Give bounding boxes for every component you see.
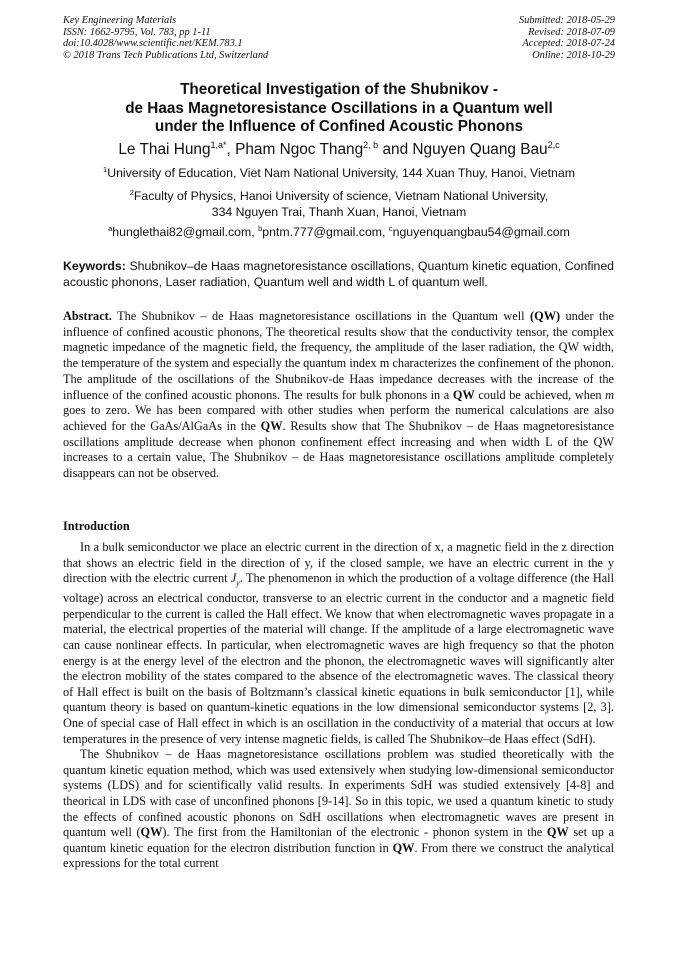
author-separator-1: , — [226, 141, 236, 158]
author-separator-2: and — [378, 141, 413, 158]
keywords-label: Keywords: — [63, 259, 126, 273]
author-1: Le Thai Hung — [118, 141, 211, 158]
author-2-affil: 2, b — [363, 140, 379, 150]
introduction-paragraph-2 — [63, 747, 614, 872]
intro-p2-text-d: . From there we construct the analytical expressions for the total current — [63, 840, 614, 871]
introduction-body — [63, 540, 614, 872]
abstract-label: Abstract. — [63, 309, 112, 323]
introduction-paragraph-1 — [63, 540, 614, 747]
email-a: hunglethai82@gmail.com, — [112, 225, 259, 239]
author-3: Nguyen Quang Bau — [412, 141, 548, 158]
current-subscript: y — [236, 578, 240, 588]
email-b-marker: b — [258, 224, 263, 233]
abstract-text-1: The Shubnikov – de Haas magnetoresistance oscillations in the Quantum well — [111, 309, 531, 323]
abstract-qw-2: QW — [452, 387, 475, 402]
abstract-qw-1: (QW) — [530, 309, 561, 323]
intro-p2-text-b: ). The first from the Hamiltonian of the electronic - phonon system in the — [162, 825, 547, 840]
affiliation-2-marker: 2 — [129, 188, 134, 197]
intro-p2-text-a: The Shubnikov – de Haas magnetoresistance oscillations problem was studied theoretically with the quantum kinetic equation method, which was used extensively when studying low-dimensional semiconductor systems (LDS) and for scientifically valid results. In experiments SdH was studied extensively [4-8] and theorical in LDS with case of unconfined phonons [9-14]. So in this topic, we used a quantum kinetic to study the effects of confined acoustic phonons on SdH oscillations when electromagnetic waves are present in quantum well ( — [63, 747, 614, 840]
author-2: Pham Ngoc Thang — [235, 141, 364, 158]
journal-header-left — [63, 15, 268, 61]
affiliation-2 — [40, 189, 638, 220]
affiliation-2-line-2: 334 Nguyen Trai, Thanh Xuan, Hanoi, Vietnam — [211, 204, 467, 219]
online-date: Online: 2018-10-29 — [532, 49, 615, 61]
journal-header-right — [519, 15, 615, 61]
affiliation-2-line-1 — [40, 189, 638, 205]
accepted-date: Accepted: 2018-07-24 — [522, 38, 615, 50]
copyright-line: © 2018 Trans Tech Publications Ltd, Switzerland — [63, 49, 269, 61]
abstract-text-4: goes to zero. We has been compared with other studies when perform the numerical calculations are also achieved for the GaAs/AlGaAs in the — [63, 403, 614, 433]
doi-line: doi:10.4028/www.scientific.net/KEM.783.1 — [63, 38, 243, 50]
introduction-heading: Introduction — [63, 519, 130, 533]
current-symbol: J — [230, 571, 237, 586]
abstract-qw-3: QW — [260, 418, 283, 433]
abstract — [63, 309, 614, 482]
intro-p2-text-c: set up a quantum kinetic equation for the electron distribution function in — [63, 825, 614, 855]
revised-date: Revised: 2018-07-09 — [528, 26, 615, 38]
title-line-2: de Haas Magnetoresistance Oscillations in a Quantum well — [125, 99, 553, 117]
abstract-text-3: could be achieved, when — [474, 387, 606, 402]
email-c: nguyenquangbau54@gmail.com — [392, 225, 570, 239]
affiliation-1-text: University of Education, Viet Nam National University, 144 Xuan Thuy, Hanoi, Vietnam — [107, 166, 575, 180]
email-c-marker: c — [388, 224, 393, 233]
title-line-1: Theoretical Investigation of the Shubnikov - — [180, 81, 498, 98]
author-emails — [40, 225, 638, 241]
keywords — [63, 259, 614, 290]
affiliation-1-marker: 1 — [103, 165, 108, 174]
intro-p1-text-a: In a bulk semiconductor we place an electric current in the direction of x, a magnetic field in the z direction that shows an electric field in the direction of y, if the closed sample, we have an electric current in the y direction with the electric current — [63, 540, 614, 586]
abstract-text-2: under the influence of confined acoustic phonons, The theoretical results show that the conductivity tensor, the complex magnetic impedance of the magnetic field, the frequency, the amplitude of the laser radiation, the QW width, the temperature of the system and especially the quantum index m characterizes the confinement of the phonon. The amplitude of the oscillations of the Shubnikov-de Haas impedance decreases with the increase of the influence of the confined acoustic phonons. The results for bulk phonons in a — [63, 309, 614, 402]
paper-title — [40, 81, 638, 137]
keywords-text: Shubnikov–de Haas magnetoresistance oscillations, Quantum kinetic equation, Confined acoustic phonons, Laser radiation, Quantum well and width L of quantum well. — [63, 259, 614, 289]
abstract-m-symbol: m — [605, 387, 614, 402]
title-line-3: under the Influence of Confined Acoustic Phonons — [154, 118, 524, 136]
journal-name: Key Engineering Materials — [63, 15, 177, 26]
author-list — [40, 140, 638, 160]
email-b: pntm.777@gmail.com, — [262, 225, 389, 239]
affiliation-2-text: Faculty of Physics, Hanoi University of science, Vietnam National University, — [133, 189, 549, 203]
issn-line: ISSN: 1662-9795, Vol. 783, pp 1-11 — [63, 26, 211, 38]
email-a-marker: a — [108, 224, 113, 233]
intro-p2-qw-3: QW — [392, 840, 415, 855]
affiliation-1 — [40, 166, 638, 182]
intro-p2-qw-2: QW — [546, 825, 569, 840]
author-3-affil: 2,c — [547, 140, 560, 150]
submitted-date: Submitted: 2018-05-29 — [518, 15, 615, 26]
abstract-text-5: . Results show that The Shubnikov – de Haas magnetoresistance oscillations amplitude decrease when phonon confinement effect increasing and when width L of the QW increases to a certain value, The Shubnikov – de Haas magnetoresistance oscillations amplitude completely disappears can not be observed. — [63, 418, 614, 481]
intro-p1-text-b: . The phenomenon in which the production of a voltage difference (the Hall voltage) across an electrical conductor, transverse to an electric current in the conductor and a magnetic field perpendicular to the current is called the Hall effect. We know that when electromagnetic waves propagate in a material, the electrical properties of the material will change. If the amplitude of a large electromagnetic wave can cause nonlinear effects. In particular, when electromagnetic waves are high frequency so that the photon energy is at the energy level of the electron and the phonon, the electromagnetic waves will significantly alter the electron mobility of the states compared to the absence of the electromagnetic waves. The classical theory of Hall effect is built on the basis of Boltzmann’s classical kinetic equations in bulk semiconductor [1], while quantum theory is based on quantum-kinetic equations in the low dimensional semiconductor systems [2, 3]. One of special case of Hall effect in which is an oscillation in the conductivity of a material that occurs at low temperatures in the presence of very intense magnetic fields, is called The Shubnikov–de Haas effect (SdH). — [63, 571, 614, 746]
author-1-affil: 1,a* — [210, 140, 227, 150]
intro-p2-qw-1: QW — [140, 825, 163, 840]
